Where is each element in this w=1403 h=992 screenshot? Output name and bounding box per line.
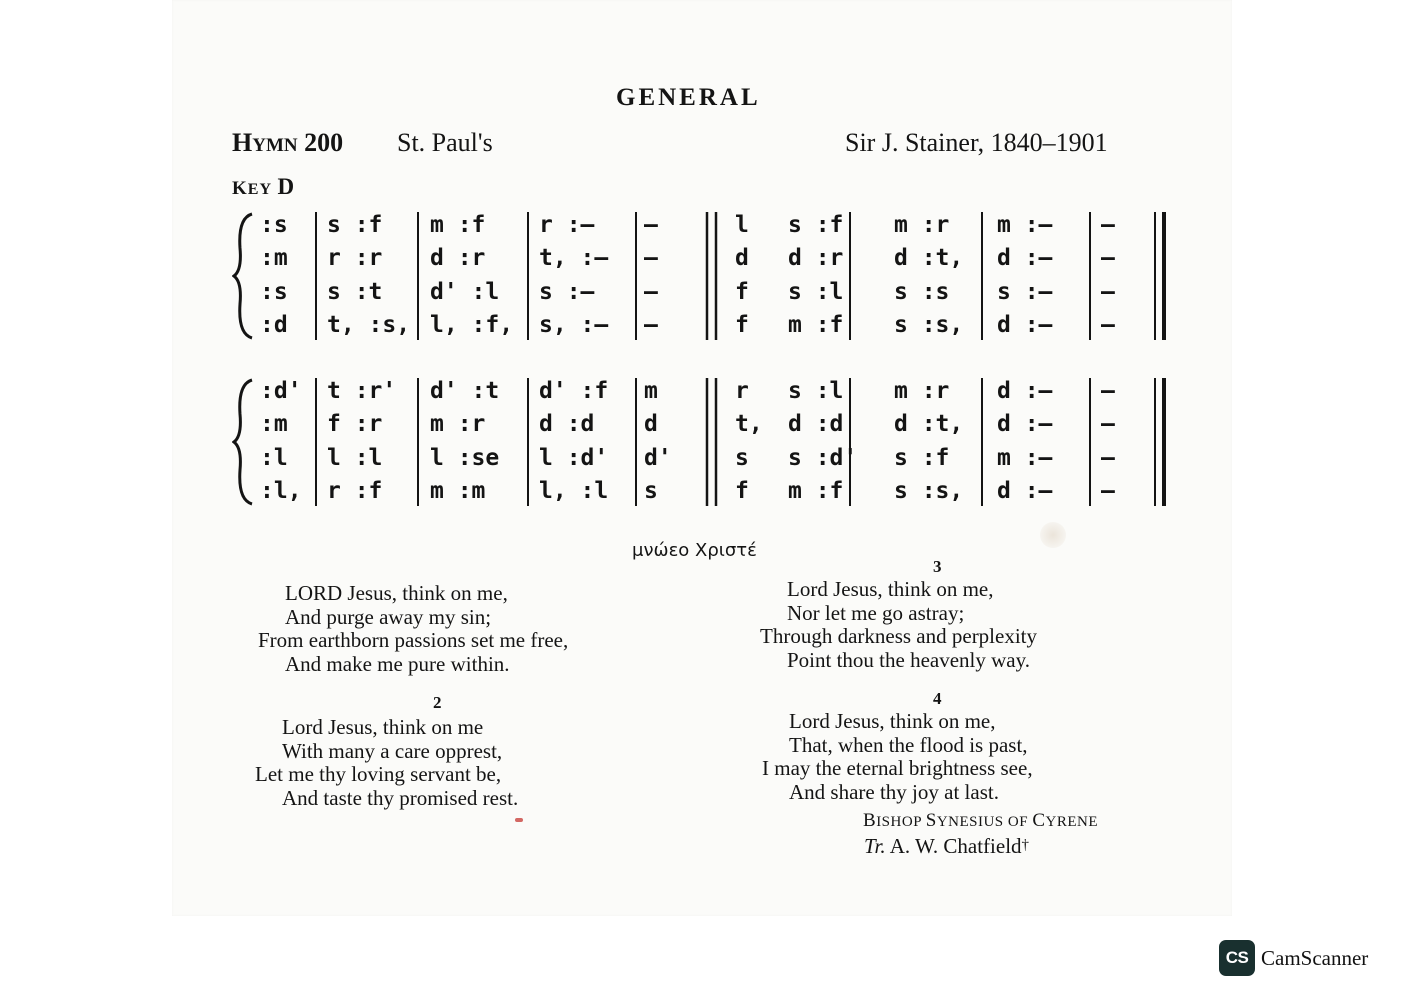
solfa-cell: — — [1101, 245, 1115, 271]
solfa-cell: — — [1101, 212, 1115, 238]
solfa-cell: s :t — [327, 279, 383, 305]
hymn-number-value: 200 — [304, 128, 344, 157]
solfa-cell: d :— — [997, 478, 1053, 504]
solfa-cell: — — [1101, 478, 1115, 504]
solfa-cell: — — [644, 245, 658, 271]
solfa-cell: m :— — [997, 445, 1053, 471]
solfa-cell: d :— — [997, 411, 1053, 437]
solfa-cell: s :f — [894, 445, 950, 471]
solfa-cell: — — [644, 279, 658, 305]
verse-line: Through darkness and perplexity — [760, 624, 1038, 648]
solfa-cell: :d' — [260, 378, 302, 404]
solfa-cell: t, :— — [539, 245, 609, 271]
solfa-cell: d :t, — [894, 411, 964, 437]
verse-number: 2 — [433, 693, 442, 712]
tonic-solfa-system-2 — [232, 374, 1182, 514]
paper-stain — [1040, 522, 1066, 548]
solfa-cell: :d — [260, 312, 288, 338]
solfa-cell: d' :l — [430, 279, 500, 305]
solfa-cell: d :t, — [894, 245, 964, 271]
author-smallcaps: YRENE — [1045, 814, 1099, 830]
solfa-cell: :m — [260, 411, 288, 437]
solfa-cell: f — [735, 279, 749, 305]
solfa-cell: r — [735, 378, 749, 404]
camscanner-watermark — [1219, 940, 1368, 976]
solfa-cell: — — [644, 212, 658, 238]
solfa-cell: r :r — [327, 245, 383, 271]
solfa-cell: m :— — [997, 212, 1053, 238]
solfa-cell: :s — [260, 212, 288, 238]
tonic-solfa-system-1 — [232, 208, 1182, 348]
author-smallcaps: OF — [1007, 814, 1033, 830]
key-value: D — [277, 174, 296, 199]
solfa-cell: d — [644, 411, 658, 437]
solfa-cell: m :f — [788, 312, 844, 338]
verse-number: 3 — [933, 557, 942, 576]
verse-line: And taste thy promised rest. — [282, 785, 519, 810]
solfa-cell: :l — [260, 445, 288, 471]
solfa-cell: m :m — [430, 478, 486, 504]
solfa-cell: d' — [644, 445, 672, 471]
verse-2 — [255, 716, 518, 810]
solfa-cell: s — [644, 478, 658, 504]
author-smallcaps: ISHOP — [876, 814, 926, 830]
solfa-cell: s :— — [539, 279, 595, 305]
solfa-cell: s :f — [788, 212, 844, 238]
verse-3 — [760, 578, 1037, 672]
verse-line: Lord Jesus, think on me — [282, 715, 484, 739]
camscanner-logo-icon: CS — [1219, 940, 1255, 976]
solfa-cell: d :— — [997, 312, 1053, 338]
author-credit — [863, 810, 1098, 832]
solfa-cell: r :f — [327, 478, 383, 504]
solfa-cell: s, :— — [539, 312, 609, 338]
solfa-cell: f :r — [327, 411, 383, 437]
solfa-cell: d :— — [997, 378, 1053, 404]
solfa-cell: l :l — [327, 445, 383, 471]
solfa-cell: f — [735, 478, 749, 504]
solfa-cell: s :— — [997, 279, 1053, 305]
solfa-cell: m :f — [788, 478, 844, 504]
verse-line: And make me pure within. — [285, 651, 510, 676]
solfa-cell: t, — [735, 411, 763, 437]
solfa-cell: :s — [260, 279, 288, 305]
solfa-cell: s :f — [327, 212, 383, 238]
solfa-cell: s :l — [788, 378, 844, 404]
solfa-cell: t :r' — [327, 378, 397, 404]
verse-line: Lord Jesus, think on me, — [789, 709, 996, 733]
solfa-cell: l, :f, — [430, 312, 514, 338]
solfa-cell: r :— — [539, 212, 595, 238]
key-word: KEY — [232, 178, 273, 199]
solfa-cell: d :d — [788, 411, 844, 437]
translator-prefix: Tr. — [864, 834, 886, 858]
solfa-cell: m — [644, 378, 658, 404]
solfa-cell: s :s — [894, 279, 950, 305]
solfa-cell: :m — [260, 245, 288, 271]
solfa-cell: — — [1101, 378, 1115, 404]
dagger-mark: † — [1021, 837, 1030, 853]
verse-line: From earthborn passions set me free, — [258, 628, 569, 652]
solfa-cell: — — [1101, 445, 1115, 471]
verse-line: And purge away my sin; — [285, 604, 492, 629]
solfa-cell: — — [1101, 312, 1115, 338]
solfa-cell: s :s, — [894, 312, 964, 338]
solfa-cell: s :l — [788, 279, 844, 305]
composer: Sir J. Stainer, 1840–1901 — [845, 128, 1108, 157]
solfa-cell: l :d' — [539, 445, 609, 471]
solfa-cell: — — [1101, 279, 1115, 305]
author-cap: C — [1032, 810, 1046, 831]
solfa-cell: l, :l — [539, 478, 609, 504]
greek-heading: μνώεο Χριστέ — [632, 540, 757, 561]
solfa-cell: d' :f — [539, 378, 609, 404]
solfa-cell: d :— — [997, 245, 1053, 271]
verse-1 — [258, 582, 568, 676]
solfa-cell: m :r — [894, 212, 950, 238]
verse-line: LORD Jesus, think on me, — [285, 581, 508, 605]
solfa-cell: — — [644, 312, 658, 338]
author-cap: S — [925, 810, 937, 831]
solfa-cell: s :s, — [894, 478, 964, 504]
verse-line: I may the eternal brightness see, — [762, 756, 1033, 780]
solfa-cell: t, :s, — [327, 312, 411, 338]
verse-line: Point thou the heavenly way. — [787, 647, 1031, 672]
tune-name: St. Paul's — [397, 128, 493, 157]
solfa-cell: d — [735, 245, 749, 271]
solfa-cell: m :f — [430, 212, 486, 238]
verse-line: That, when the flood is past, — [789, 732, 1028, 757]
author-smallcaps: YNESIUS — [936, 814, 1008, 830]
verse-line: And share thy joy at last. — [789, 779, 999, 804]
solfa-cell: :l, — [260, 478, 302, 504]
hymn-number — [232, 128, 343, 158]
verse-number: 4 — [933, 689, 942, 708]
section-title: GENERAL — [616, 84, 761, 111]
solfa-cell: m :r — [894, 378, 950, 404]
solfa-cell: l :se — [430, 445, 500, 471]
system-brace — [234, 214, 252, 338]
camscanner-label: CamScanner — [1261, 945, 1369, 970]
solfa-cell: l — [735, 212, 749, 238]
solfa-cell: m :r — [430, 411, 486, 437]
solfa-cell: d' :t — [430, 378, 500, 404]
verse-line: With many a care opprest, — [282, 738, 503, 763]
translator-name: A. W. Chatfield — [889, 834, 1022, 858]
hymn-word: HYMN — [232, 128, 298, 157]
solfa-cell: — — [1101, 411, 1115, 437]
author-cap: B — [863, 810, 877, 831]
translator-credit — [864, 834, 1029, 859]
verse-line: Lord Jesus, think on me, — [787, 577, 994, 601]
solfa-cell: d :d — [539, 411, 595, 437]
solfa-cell: s :d' — [788, 445, 858, 471]
verse-line: Let me thy loving servant be, — [255, 762, 502, 786]
key-signature — [232, 174, 295, 200]
solfa-cell: d :r — [788, 245, 844, 271]
solfa-cell: d :r — [430, 245, 486, 271]
verse-4 — [762, 710, 1033, 804]
verse-line: Nor let me go astray; — [787, 600, 965, 625]
red-ink-mark — [515, 818, 523, 822]
solfa-cell: s — [735, 445, 749, 471]
solfa-cell: f — [735, 312, 749, 338]
system-brace — [234, 380, 252, 504]
